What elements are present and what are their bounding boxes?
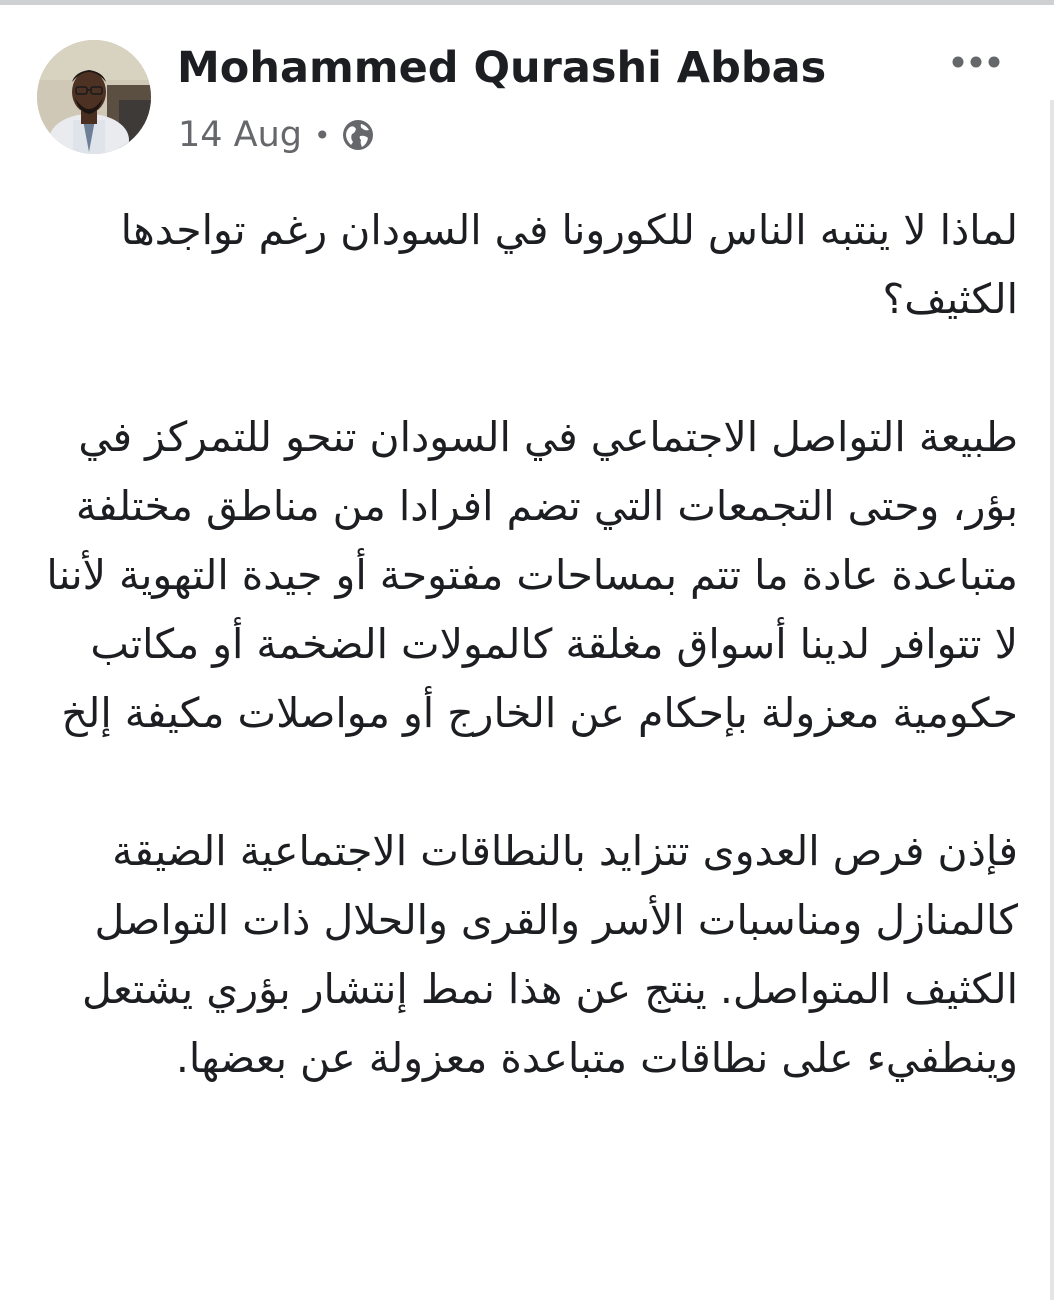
post-paragraph-2: طبيعة التواصل الاجتماعي في السودان تنحو للتمركز في بؤر، وحتى التجمعات التي تضم افرادا من مناطق مختلفة متباعدة عادة ما تتم بمساحات مفتوحة أو جيدة التهوية لأننا لا تتوافر لدينا أسواق مغلقة كالمولات الضخمة أو مكاتب حكومية معزولة بإحكام عن الخارج أو مواصلات مكيفة إلخ [46, 413, 1018, 737]
meta-separator: • [314, 118, 331, 152]
post-author-name[interactable]: Mohammed Qurashi Abbas [177, 43, 827, 93]
more-options-icon[interactable] [948, 48, 1004, 76]
globe-icon [341, 118, 375, 152]
post-text [30, 196, 1018, 1093]
post-paragraph-1: لماذا لا ينتبه الناس للكورونا في السودان رغم تواجدها الكثيف؟ [120, 206, 1018, 323]
post-paragraph-3: فإذن فرص العدوى تتزايد بالنطاقات الاجتماعية الضيقة كالمنازل ومناسبات الأسر والقرى والحلال ذات التواصل الكثيف المتواصل. ينتج عن هذا نمط إنتشار بؤري يشتعل وينطفيء على نطاقات متباعدة معزولة عن بعضها. [82, 827, 1018, 1082]
avatar[interactable] [37, 40, 151, 154]
post-meta [178, 110, 375, 160]
post-date[interactable]: 14 Aug [178, 115, 303, 155]
top-divider [0, 0, 1054, 5]
scroll-edge [1050, 100, 1054, 1300]
